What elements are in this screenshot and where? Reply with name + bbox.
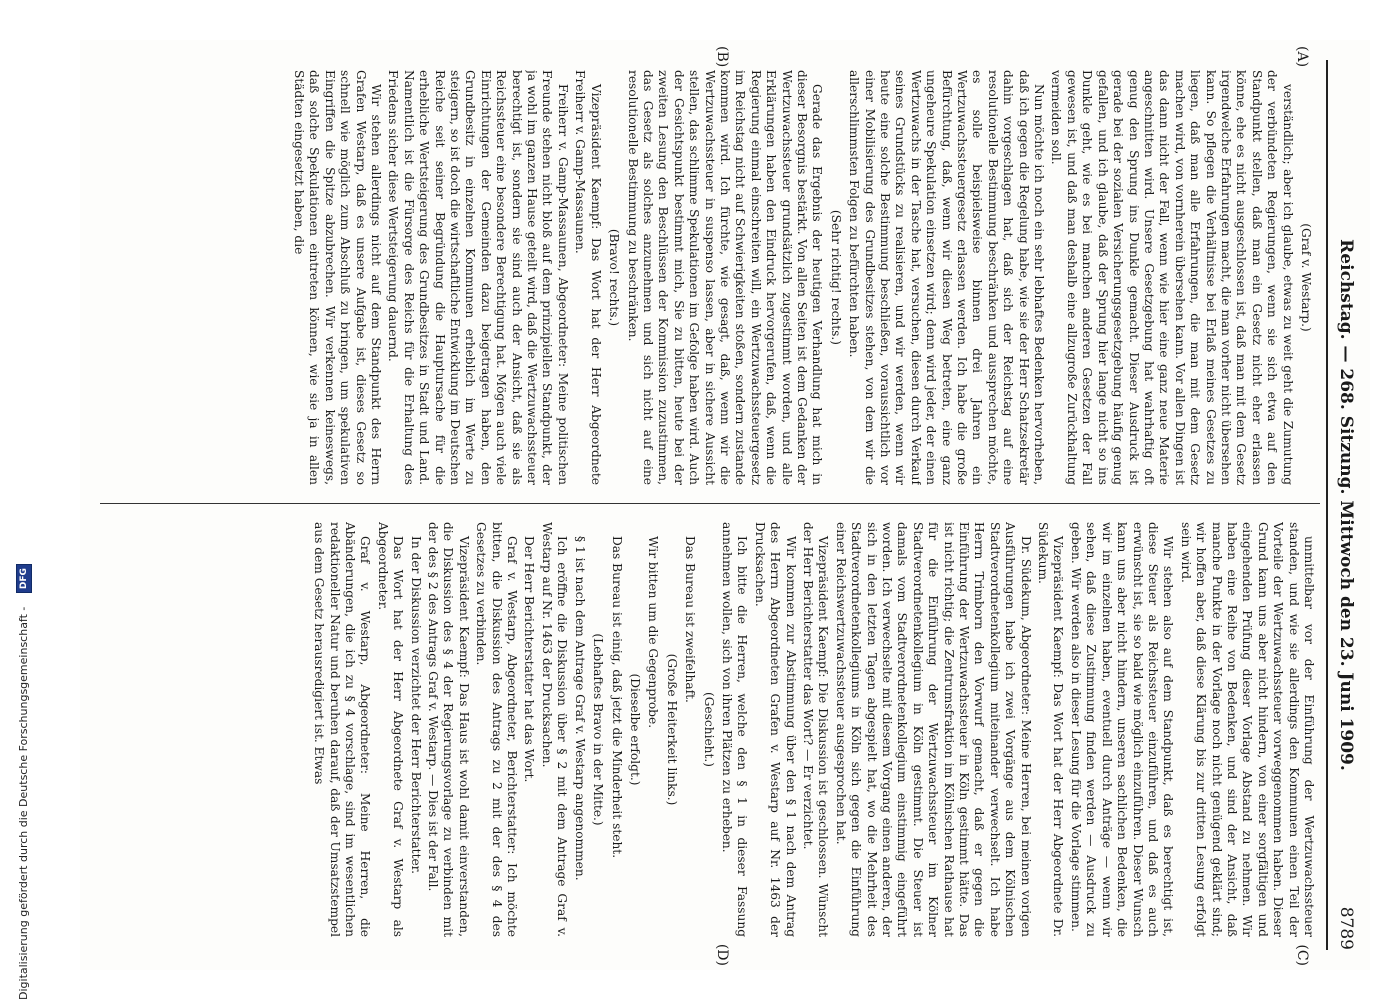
paragraph: Vizepräsident Kaempf: Die Diskussion ist geschlossen. Wünscht der Herr Berichterstatter das Wort? — Er verzichtet. (801, 522, 831, 937)
margin-label-c: (C) (1294, 944, 1310, 966)
paragraph: Wir stehen also auf dem Standpunkt, daß es berechtigt ist, diese Steuer als Reichssteuer einzuführen, und daß es auch erwünscht ist, sie so bald wie möglich einzuführen. Dieser Wunsch kann uns aber nicht hindern, unseren sachlichen Bedenken, die wir im einzelnen haben, eventuell durch Anträge — wenn wir sehen, daß diese Zustimmung finden werden — Ausdruck zu geben. Wir werden also in dieser Lesung für die Vorlage stimmen. (1068, 522, 1176, 937)
paragraph: Dr. Südekum, Abgeordneter: Meine Herren, bei meinen vorigen Ausführungen habe ich zwei Vorgänge aus dem Kölnischen Stadtverordnetenkollegium miteinander verwechselt. Ich habe Herrn Trimborn den Vorwurf gemacht, daß er gegen die Einführung der Wertzuwachssteuer in Köln gestimmt hätte. Das ist nicht richtig; die Zentrumsfraktion im Kölnischen Rathause hat für die Einführung der Wertzuwachssteuer im Kölner Stadtverordnetenkollegium in Köln gestimmt. Die Steuer ist damals vom Stadtverordnetenkollegium einstimmig eingeführt worden. Ich verwechselte mit diesem Vorgang einen anderen, der sich in den letzten Tagen abgespielt hat, wo die Mehrheit des Stadtverordnetenkollegiums in Köln sich gegen die Einführung einer Reichswertzuwachssteuer ausgesprochen hat. (833, 522, 1033, 937)
paragraph: Das Bureau ist zweifelhaft. (683, 536, 698, 703)
paragraph: Das Bureau ist einig, daß jetzt die Minderheit steht. (609, 536, 624, 859)
stage-direction: (Geschieht.) (701, 691, 716, 768)
paragraph: § 1 ist nach dem Antrage Graf v. Westarp angenommen. (572, 536, 587, 881)
margin-label-a: (A) (1294, 46, 1310, 68)
paragraph: Graf v. Westarp, Abgeordneter: Meine Herren, die Abänderungen, die ich zu § 4 vorschlage, sind im wesentlichen redaktioneller Natur und beruhen darauf, daß der Umsatzstempel aus dem Gesetz herausredigiert ist. Etwas (312, 522, 373, 937)
digitization-credit-text: Digitalisierung gefördert durch die Deutsche Forschungsgemeinschaft - (17, 606, 30, 1000)
margin-label-d: (D) (714, 943, 730, 966)
stage-direction: (Graf v. Westarp.) (1299, 223, 1313, 332)
right-text-column (100, 522, 1316, 937)
stage-direction: (Große Heiterkeit links.) (664, 653, 679, 806)
dfg-logo: DFG (16, 564, 32, 593)
paragraph: Gerade das Ergebnis der heutigen Verhandlung hat mich in dieser Besorgnis bestärkt. Von allen Seiten ist dem Gedanken der Wertzuwachssteuer grundsätzlich zugestimmt worden, und alle Erklärungen haben den Eindruck hervorgerufen, daß, wenn die Regierung einmal einschreiten will, ein Wertzuwachssteuergesetz im Reichstag nicht auf Schwierigkeiten stoßen, sondern zustande kommen wird. Ich fürchte, wie gesagt, daß, wenn wir die Wertzuwachssteuer in suspenso lassen, aber in sichere Aussicht stellen, das schlimme Spekulationen im Gefolge haben wird. Auch der Gesichtspunkt bestimmt mich, Sie zu bitten, heute bei der zweiten Lesung den Beschlüssen der Kommission zuzustimmen, das Gesetz als solches anzunehmen und sich nicht auf eine resolutionelle Bestimmung zu beschränken. (625, 70, 825, 485)
page-number: 8789 (1336, 906, 1356, 950)
scanned-page (80, 40, 1370, 970)
stage-direction: (Bravo! rechts.) (607, 228, 622, 327)
paragraph: Freiherr v. Gamp-Massaunen, Abgeordneter: Meine politischen Freunde stehen nicht bloß auf dem prinzipiellen Standpunkt, der ja wohl im ganzen Hause geteilt wird, daß die Wertzuwachssteuer berechtigt ist, sondern sie sind auch der Ansicht, daß sie als Reichssteuer eine besondere Berechtigung hat. Mögen auch viele Einrichtungen der Gemeinden dazu beigetragen haben, den Grundbesitz in einzelnen Kommunen erheblich im Werte zu steigern, so ist doch die wirtschaftliche Entwicklung im Deutschen Reiche seit seiner Begründung die Hauptursache für die erhebliche Wertsteigerung des Grundbesitzes in Stadt und Land. Namentlich ist die Fürsorge des Reichs für die Erhaltung des Friedens sicher diese Wertsteigerung dauernd. (386, 70, 570, 485)
paragraph: In der Diskussion verzichtet der Herr Berichterstatter. (408, 536, 423, 875)
paragraph: Wir kommen zur Abstimmung über den § 1 nach dem Antrag des Herrn Abgeordneten Grafen v. Westarp auf Nr. 1463 der Drucksachen. (752, 522, 798, 937)
paragraph: Vizepräsident Kaempf: Das Wort hat der Herr Abgeordnete Freiherr v. Gamp-Massaunen. (573, 70, 603, 485)
paragraph: verständlich; aber ich glaube, etwas zu weit geht die Zumutung der verbündeten Regierungen, wenn sie sich etwa auf den Standpunkt stellen, daß man ein Gesetz nicht eher erlassen könne, ehe es nicht ausgeschlossen ist, daß man mit dem Gesetz irgendwelche Erfahrungen macht, die man vorher nicht übersehen kann. So pflegen die Verhältnisse bei Erlaß meines Gesetzes zu liegen, daß man alle Erfahrungen, die man mit dem Gesetz machen wird, von vornherein übersehen kann. Vor allen Dingen ist das dann nicht der Fall, wenn wie hier eine ganz neue Materie angeschnitten wird. Unsere Gesetzgebung hat wahrhaftig oft genug den Sprung ins Dunkle gemacht. Dieser Ausdruck ist gerade bei der sozialen Versicherungsgesetzgebung häufig genug gefallen, und ich glaube, daß der Sprung hier lange nicht so ins Dunkle geht, wie es bei manchen anderen Gesetzen der Fall gewesen ist, und daß man deshalb eine allzugroße Zurückhaltung vermeiden soll. (1049, 70, 1295, 485)
digitization-credit (14, 0, 34, 1000)
paragraph: Vizepräsident Kaempf: Das Haus ist wohl damit einverstanden, die Diskussion des § 4 der Regierungsvorlage zu verbinden mit der des § 2 des Antrags Graf v. Westarp. — Dies ist der Fall. (426, 522, 471, 937)
paragraph: unmittelbar vor der Einführung der Wertzuwachssteuer standen, und wie sie allerdings den Kommunen einen Teil der Vorteile der Wertzuwachssteuer vorweggenommen haben. Dieser Grund kann uns aber nicht hindern, von einer sorgfältigen und eingehenden Prüfung dieser Vorlage Abstand zu nehmen. Wir haben eine Reihe von Bedenken, und sind der Ansicht, daß manche Punkte in der Vorlage noch nicht genügend geklärt sind; wir hoffen aber, daß diese Klärung bis zur dritten Lesung erfolgt sein wird. (1178, 522, 1316, 937)
page-header (1328, 60, 1362, 950)
margin-label-b: (B) (714, 46, 730, 68)
paragraph: Wir bitten um die Gegenprobe. (646, 536, 661, 729)
paragraph: Nun möchte ich noch ein sehr lebhaftes Bedenken hervorheben, daß ich gegen die Regelung habe, wie sie der Herr Schatzsekretär dahin vorgeschlagen hat, daß sich der Reichstag auf eine resolutionelle Bestimmung beschränken und aussprechen möchte, es solle beispielsweise binnen drei Jahren ein Wertzuwachssteuergesetz erlassen werden. Ich habe die große Befürchtung, daß, wenn wir diesen Weg betreten, eine ganz ungeheure Spekulation einsetzen wird; denn wird jeder, der einen Wertzuwachs in der Tasche hat, versuchen, diesen durch Verkauf seines Grundstücks zu realisieren, und wir werden, wenn wir heute eine solche Bestimmung beschließen, voraussichtlich vor einer Mobilisierung des Grundbesitzes stehen, von dem wir die allerschlimmsten Folgen zu befürchten haben. (847, 70, 1047, 485)
paragraph: Ich eröffne die Diskussion über § 2 mit dem Antrage Graf v. Westarp auf Nr. 1463 der Drucksachen. (539, 522, 570, 937)
column-divider (100, 503, 1320, 504)
paragraph: Graf v. Westarp, Abgeordneter, Berichterstatter: Ich möchte bitten, die Diskussion des Antrags zu 2 mit der des § 4 des Gesetzes zu verbinden. (474, 522, 520, 937)
left-text-column (100, 70, 1316, 485)
stage-direction: (Sehr richtig! rechts.) (828, 209, 843, 346)
header-rule (1326, 60, 1328, 950)
paragraph: Ich bitte die Herren, welche den § 1 in dieser Fassung annehmen wollen, sich von ihren Plätzen zu erheben. (719, 522, 750, 937)
paragraph: Wir stehen allerdings nicht auf dem Standpunkt des Herrn Grafen Westarp, daß es unsere Aufgabe ist, dieses Gesetz so schnell wie möglich zum Abschluß zu bringen, um spekulativen Eingriffen die Spitze abzubrechen. Wir verkennen keineswegs, daß solche Spekulationen eintreten können, wie sie ja in allen Städten eingesetzt haben, die (292, 70, 384, 485)
stage-direction: (Dieselbe erfolgt.) (627, 673, 642, 786)
paragraph: Das Wort hat der Herr Abgeordnete Graf v. Westarp als Abgeordneter. (375, 522, 406, 937)
page-title: Reichstag. — 268. Sitzung. Mittwoch den 23. Juni 1909. (1336, 239, 1356, 771)
paragraph: Der Herr Berichterstatter hat das Wort. (522, 536, 537, 783)
stage-direction: (Lebhaftes Bravo in der Mitte.) (591, 633, 606, 826)
paragraph: Vizepräsident Kaempf: Das Wort hat der Herr Abgeordnete Dr. Südekum. (1036, 522, 1066, 937)
